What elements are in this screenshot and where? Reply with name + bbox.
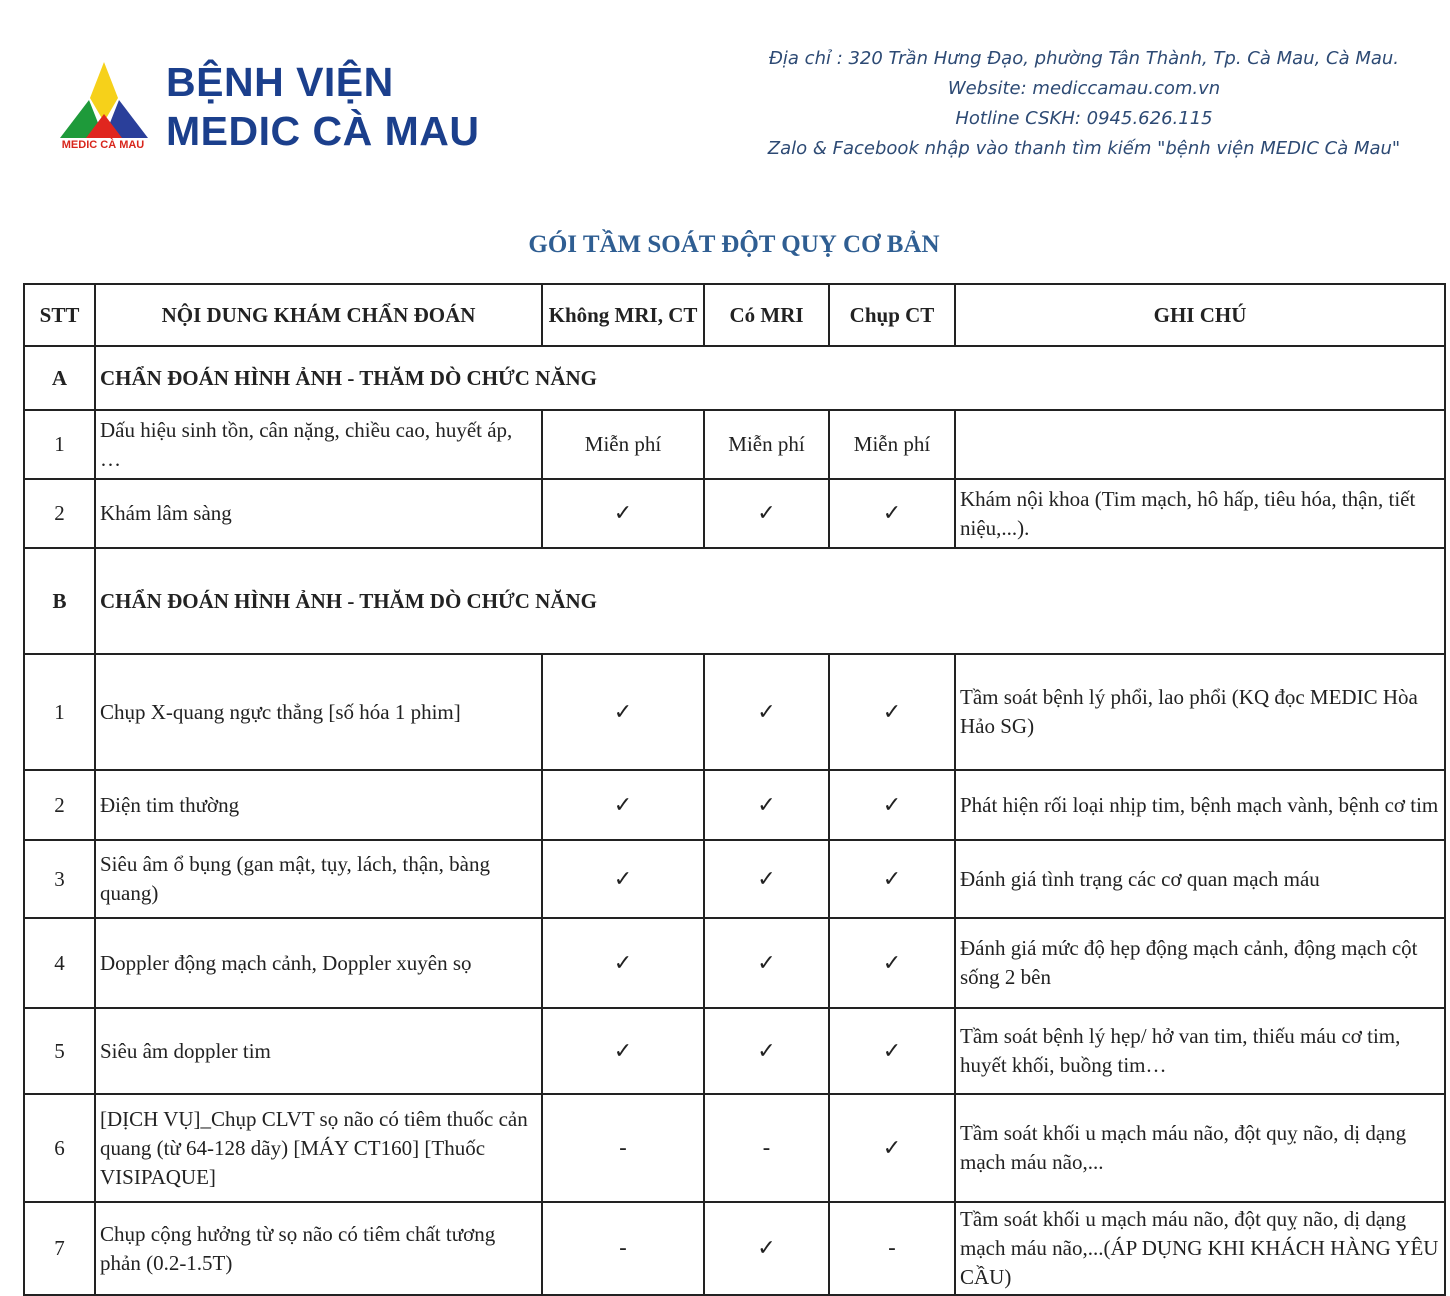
row-content: Chụp X-quang ngực thẳng [số hóa 1 phim] [95, 654, 542, 770]
row-note: Đánh giá tình trạng các cơ quan mạch máu [955, 840, 1445, 918]
row-no-mri-ct: ✓ [542, 840, 704, 918]
row-content: Doppler động mạch cảnh, Doppler xuyên sọ [95, 918, 542, 1008]
row-ct: ✓ [829, 1008, 955, 1094]
row-content: Khám lâm sàng [95, 479, 542, 548]
table-row [24, 410, 1445, 479]
row-mri: ✓ [704, 479, 829, 548]
row-mri: - [704, 1094, 829, 1202]
row-stt: 2 [24, 770, 95, 840]
table-row [24, 918, 1445, 1008]
row-stt: 4 [24, 918, 95, 1008]
row-stt: 6 [24, 1094, 95, 1202]
logo-text: MEDIC CÀ MAU [61, 139, 145, 151]
contact-address: Địa chỉ : 320 Trần Hưng Đạo, phường Tân Thành, Tp. Cà Mau, Cà Mau. [768, 48, 1400, 69]
row-content: [DỊCH VỤ]_Chụp CLVT sọ não có tiêm thuốc cản quang (từ 64-128 dãy) [MÁY CT160] [Thuốc VISIPAQUE] [95, 1094, 542, 1202]
row-ct: ✓ [829, 918, 955, 1008]
section-code: B [24, 548, 95, 654]
table-row [24, 770, 1445, 840]
hospital-name-line1: BỆNH VIỆN [166, 59, 394, 105]
header-note: GHI CHÚ [955, 284, 1445, 346]
row-ct: ✓ [829, 840, 955, 918]
table-row [24, 1094, 1445, 1202]
section-row-a [24, 346, 1445, 410]
table-row [24, 1008, 1445, 1094]
row-no-mri-ct: ✓ [542, 918, 704, 1008]
row-content: Dấu hiệu sinh tồn, cân nặng, chiều cao, huyết áp, … [95, 410, 542, 479]
header-no-mri-ct: Không MRI, CT [542, 284, 704, 346]
row-mri: Miễn phí [704, 410, 829, 479]
row-no-mri-ct: Miễn phí [542, 410, 704, 479]
row-note: Khám nội khoa (Tim mạch, hô hấp, tiêu hóa, thận, tiết niệu,...). [955, 479, 1445, 548]
row-no-mri-ct: ✓ [542, 654, 704, 770]
row-mri: ✓ [704, 1202, 829, 1295]
row-mri: ✓ [704, 770, 829, 840]
logo-triangle-icon [56, 58, 152, 152]
row-note: Tầm soát khối u mạch máu não, đột quỵ não, dị dạng mạch máu não,...(ÁP DỤNG KHI KHÁCH HÀNG YÊU CẦU) [955, 1202, 1445, 1295]
row-content: Chụp cộng hưởng từ sọ não có tiêm chất tương phản (0.2-1.5T) [95, 1202, 542, 1295]
row-no-mri-ct: ✓ [542, 479, 704, 548]
hospital-name-line2: MEDIC CÀ MAU [166, 108, 480, 154]
header-stt: STT [24, 284, 95, 346]
row-no-mri-ct: - [542, 1094, 704, 1202]
row-content: Điện tim thường [95, 770, 542, 840]
row-stt: 1 [24, 654, 95, 770]
row-ct: - [829, 1202, 955, 1295]
table-row [24, 840, 1445, 918]
header-mri: Có MRI [704, 284, 829, 346]
row-ct: ✓ [829, 479, 955, 548]
row-stt: 3 [24, 840, 95, 918]
row-ct: ✓ [829, 770, 955, 840]
row-stt: 7 [24, 1202, 95, 1295]
contact-social: Zalo & Facebook nhập vào thanh tìm kiếm "bệnh viện MEDIC Cà Mau" [767, 138, 1401, 159]
hospital-logo [56, 58, 152, 152]
row-stt: 2 [24, 479, 95, 548]
row-note: Tầm soát bệnh lý phổi, lao phổi (KQ đọc MEDIC Hòa Hảo SG) [955, 654, 1445, 770]
row-note: Tầm soát bệnh lý hẹp/ hở van tim, thiếu máu cơ tim, huyết khối, buồng tim… [955, 1008, 1445, 1094]
row-note [955, 410, 1445, 479]
row-no-mri-ct: ✓ [542, 1008, 704, 1094]
contact-hotline: Hotline CSKH: 0945.626.115 [955, 108, 1213, 129]
row-ct: Miễn phí [829, 410, 955, 479]
row-mri: ✓ [704, 918, 829, 1008]
header-ct: Chụp CT [829, 284, 955, 346]
table-row [24, 654, 1445, 770]
section-label: CHẨN ĐOÁN HÌNH ẢNH - THĂM DÒ CHỨC NĂNG [95, 346, 1445, 410]
section-row-b [24, 548, 1445, 654]
section-code: A [24, 346, 95, 410]
service-table [23, 283, 1446, 1296]
row-note: Phát hiện rối loại nhịp tim, bệnh mạch vành, bệnh cơ tim [955, 770, 1445, 840]
header-content: NỘI DUNG KHÁM CHẨN ĐOÁN [95, 284, 542, 346]
row-stt: 5 [24, 1008, 95, 1094]
row-mri: ✓ [704, 1008, 829, 1094]
page-title: GÓI TẦM SOÁT ĐỘT QUỴ CƠ BẢN [528, 231, 940, 258]
row-mri: ✓ [704, 840, 829, 918]
table-header-row [24, 284, 1445, 346]
row-content: Siêu âm ổ bụng (gan mật, tụy, lách, thận, bàng quang) [95, 840, 542, 918]
table-row [24, 1202, 1445, 1295]
contact-info [734, 44, 1434, 164]
hospital-name [166, 58, 479, 156]
row-ct: ✓ [829, 1094, 955, 1202]
row-stt: 1 [24, 410, 95, 479]
row-mri: ✓ [704, 654, 829, 770]
section-label: CHẨN ĐOÁN HÌNH ẢNH - THĂM DÒ CHỨC NĂNG [95, 548, 1445, 654]
contact-website: Website: mediccamau.com.vn [947, 78, 1221, 99]
table-row [24, 479, 1445, 548]
row-content: Siêu âm doppler tim [95, 1008, 542, 1094]
row-note: Đánh giá mức độ hẹp động mạch cảnh, động mạch cột sống 2 bên [955, 918, 1445, 1008]
row-ct: ✓ [829, 654, 955, 770]
row-no-mri-ct: ✓ [542, 770, 704, 840]
row-no-mri-ct: - [542, 1202, 704, 1295]
row-note: Tầm soát khối u mạch máu não, đột quỵ não, dị dạng mạch máu não,... [955, 1094, 1445, 1202]
